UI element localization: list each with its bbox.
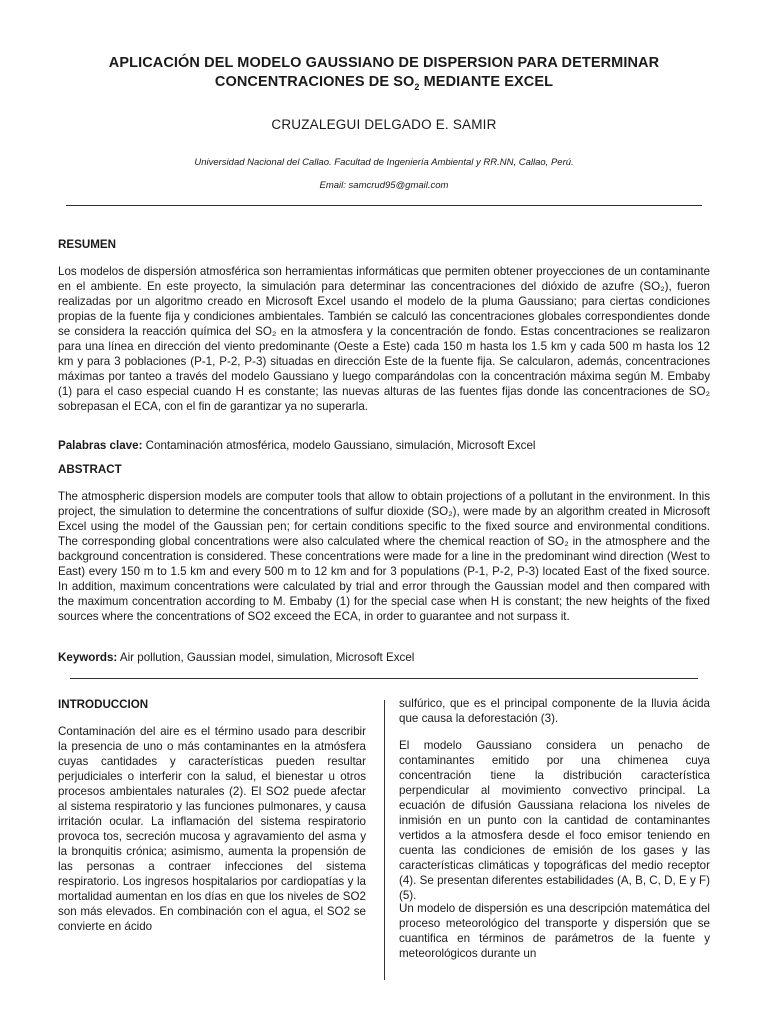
introduccion-right-p3 bbox=[399, 901, 710, 961]
resumen-paragraph: Los modelos de dispersión atmosférica son herramientas informáticas que permiten obtener proyecciones de un contaminante en el ambiente. En este proyecto, la simulación para determinar las concentraciones del dióxido de azufre (SO₂), fueron realizadas por un algoritmo creado en Microsoft Excel usando el modelo de la pluma Gaussiano; para ciertas condiciones propias de la fuente fija y condiciones ambientales. También se calculó las concentraciones globales correspondientes donde se considera la reacción química del SO₂ en la atmosfera y la concentración de fondo. Estas concentraciones se realizaron para una línea en dirección del viento predominante (Oeste a Este) cada 150 m hasta los 1.5 km y cada 500 m hasta los 12 km y para 3 poblaciones (P-1, P-2, P-3) situadas en dirección Este de la fuente fija. Se calcularon, además, concentraciones máximas por tanteo a través del modelo Gaussiano y luego comparándolas con la concentración máxima según M. Embaby (1) para el caso especial cuando H es constante; las nuevas alturas de las fuentes fijas donde las concentraciones de SO₂ sobrepasan el ECA, con el fin de garantizar ya no superarla. bbox=[58, 265, 710, 413]
header-divider bbox=[66, 205, 702, 206]
title-line-2-pre: CONCENTRACIONES DE SO bbox=[214, 74, 415, 90]
palabras-clave-label: Palabras clave: bbox=[58, 439, 143, 452]
resumen-heading: RESUMEN bbox=[58, 238, 116, 251]
introduccion-right-p1 bbox=[399, 696, 710, 726]
introduccion-paragraph-3: El modelo Gaussiano considera un penacho de contaminantes emitido por una chimenea cuya concentración tiene la distribución característica perpendicular al movimiento convectivo principal. La ecuación de difusión Gaussiana relaciona los niveles de inmisión en un punto con la cantidad de contaminantes vertidos a la atmosfera desde el foco emisor teniendo en cuenta las condiciones de emisión de los gases y las características climáticas y topográficas del medio receptor (4). Se presentan diferentes estabilidades (A, B, C, D, E y F) (5). bbox=[399, 739, 710, 902]
palabras-clave-list: Contaminación atmosférica, modelo Gaussiano, simulación, Microsoft Excel bbox=[142, 439, 536, 452]
title-line-2-post: MEDIANTE EXCEL bbox=[419, 74, 554, 90]
resumen-text bbox=[58, 264, 710, 414]
paper-title bbox=[60, 54, 708, 97]
column-divider bbox=[384, 700, 385, 980]
palabras-clave bbox=[58, 438, 710, 453]
abstract-heading: ABSTRACT bbox=[58, 463, 122, 476]
abstract-paragraph: The atmospheric dispersion models are computer tools that allow to obtain projections of a pollutant in the environment. In this project, the simulation to determine the concentrations of sulfur dioxide (SO₂), were made by an algorithm created in Microsoft Excel using the model of the Gaussian pen; for certain conditions specific to the fixed source and environmental conditions. The corresponding global concentrations were also calculated where the chemical reaction of SO₂ in the atmosphere and the background concentration is considered. These concentrations were made for a line in the predominant wind direction (West to East) every 150 m to 1.5 km and every 500 m to 12 km and for 3 populations (P-1, P-2, P-3) located East of the fixed source. In addition, maximum concentrations were calculated by trial and error through the Gaussian model and then compared with the maximum concentration according to M. Embaby (1) for the special case when H is constant; the new heights of the fixed sources where the concentrations of SO2 exceed the ECA, in order to guarantee and not surpass it. bbox=[58, 490, 710, 623]
abstract-divider bbox=[70, 678, 698, 679]
title-line-1: APLICACIÓN DEL MODELO GAUSSIANO DE DISPERSION PARA DETERMINAR bbox=[108, 55, 660, 71]
introduccion-paragraph-2: sulfúrico, que es el principal componente de la lluvia ácida que causa la deforestación (3). bbox=[399, 697, 710, 725]
title-subscript: 2 bbox=[414, 81, 420, 92]
title-line-2 bbox=[60, 73, 708, 97]
introduccion-paragraph-4: Un modelo de dispersión es una descripción matemática del proceso meteorológico del transporte y dispersión que se cuantifica en términos de parámetros de la fuente y meteorológicos durante un bbox=[399, 902, 710, 960]
keywords-list: Air pollution, Gaussian model, simulation, Microsoft Excel bbox=[117, 651, 415, 664]
abstract-text bbox=[58, 489, 710, 624]
author-name: CRUZALEGUI DELGADO E. SAMIR bbox=[271, 117, 497, 132]
keywords bbox=[58, 650, 710, 665]
introduccion-heading: INTRODUCCION bbox=[58, 698, 149, 711]
author-email: Email: samcrud95@gmail.com bbox=[319, 180, 449, 191]
introduccion-left-column bbox=[58, 724, 366, 934]
introduccion-paragraph-1: Contaminación del aire es el término usado para describir la presencia de uno o más contaminantes en la atmósfera cuyas cantidades y características pueden resultar perjudiciales o interferir con la salud, el bienestar u otros procesos ambientales naturales (2). El SO2 puede afectar al sistema respiratorio y las funciones pulmonares, y causa irritación ocular. La inflamación del sistema respiratorio provoca tos, secreción mucosa y agravamiento del asma y la bronquitis crónica; asimismo, aumenta la propensión de las personas a contraer infecciones del sistema respiratorio. Los ingresos hospitalarios por cardiopatías y la mortalidad aumentan en los días en que los niveles de SO2 son más elevados. En combinación con el agua, el SO2 se convierte en ácido bbox=[58, 725, 366, 933]
introduccion-right-p2 bbox=[399, 738, 710, 903]
keywords-label: Keywords: bbox=[58, 651, 118, 664]
affiliation: Universidad Nacional del Callao. Facultad de Ingeniería Ambiental y RR.NN, Callao, Perú. bbox=[194, 157, 574, 168]
